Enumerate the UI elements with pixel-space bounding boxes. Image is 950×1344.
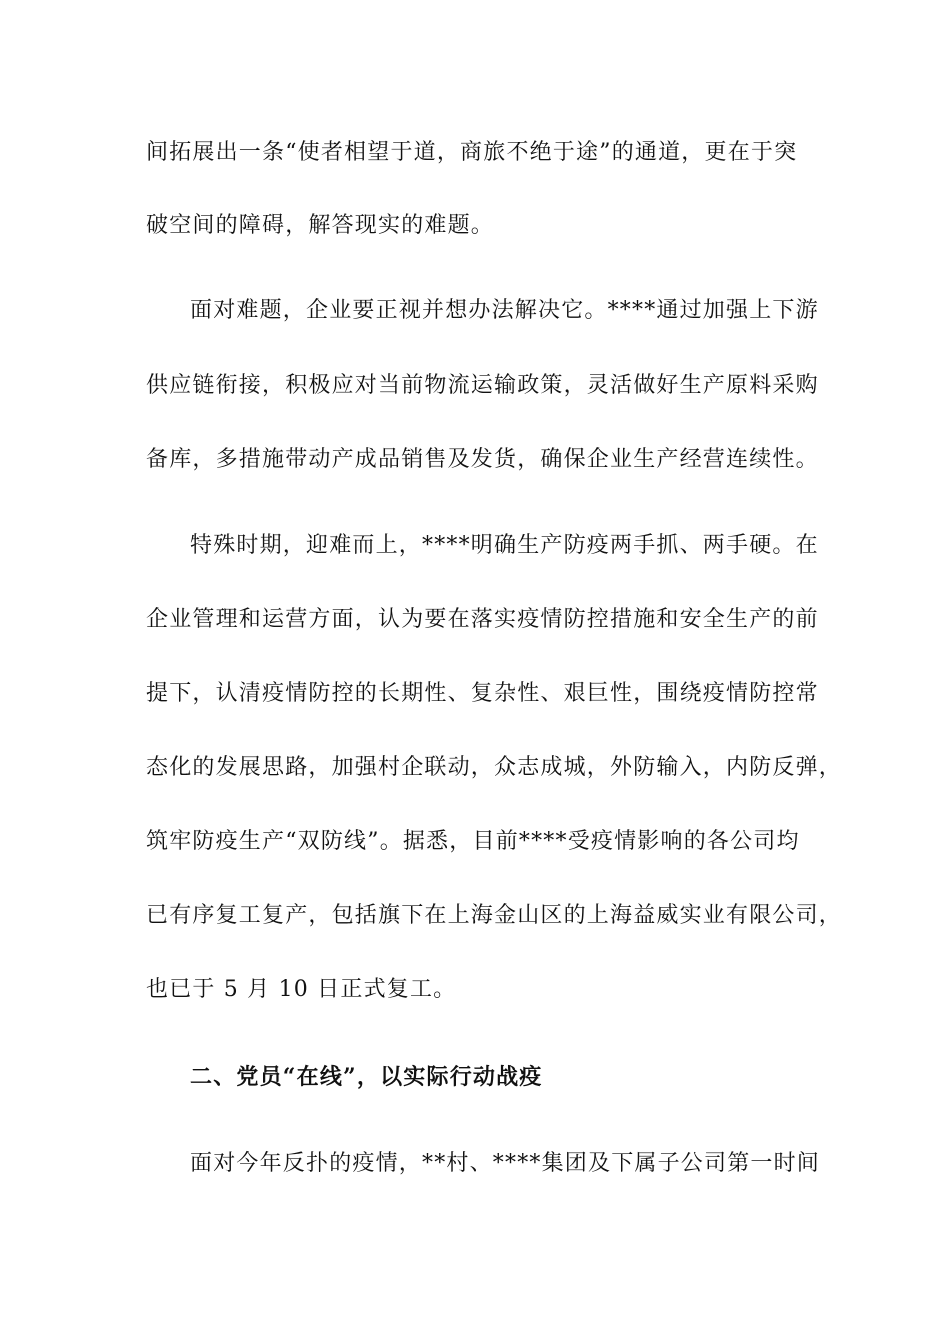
paragraph-line: 备库，多措施带动产成品销售及发货，确保企业生产经营连续性。 — [146, 447, 819, 472]
paragraph-line: 筑牢防疫生产“双防线”。据悉，目前****受疫情影响的各公司均 — [146, 829, 800, 854]
paragraph-line: 态化的发展思路，加强村企联动，众志成城，外防输入，内防反弹， — [146, 755, 843, 780]
paragraph-line: 面对今年反扑的疫情，**村、****集团及下属子公司第一时间 — [190, 1151, 821, 1176]
paragraph-line: 提下，认清疫情防控的长期性、复杂性、艰巨性，围绕疫情防控常 — [146, 681, 819, 706]
paragraph-line: 破空间的障碍，解答现实的难题。 — [146, 213, 495, 238]
paragraph-line: 面对难题，企业要正视并想办法解决它。****通过加强上下游 — [190, 298, 819, 323]
paragraph-line: 特殊时期，迎难而上，****明确生产防疫两手抓、两手硬。在 — [190, 533, 819, 558]
paragraph-line: 也已于 5 月 10 日正式复工。 — [146, 977, 457, 1002]
paragraph-line: 供应链衔接，积极应对当前物流运输政策，灵活做好生产原料采购 — [146, 373, 819, 398]
section-heading: 二、党员“在线”，以实际行动战疫 — [190, 1064, 543, 1090]
paragraph-line: 间拓展出一条“使者相望于道，商旅不绝于途”的通道，更在于突 — [146, 140, 798, 165]
paragraph-line: 已有序复工复产，包括旗下在上海金山区的上海益威实业有限公司， — [146, 903, 843, 928]
paragraph-line: 企业管理和运营方面，认为要在落实疫情防控措施和安全生产的前 — [146, 607, 819, 632]
